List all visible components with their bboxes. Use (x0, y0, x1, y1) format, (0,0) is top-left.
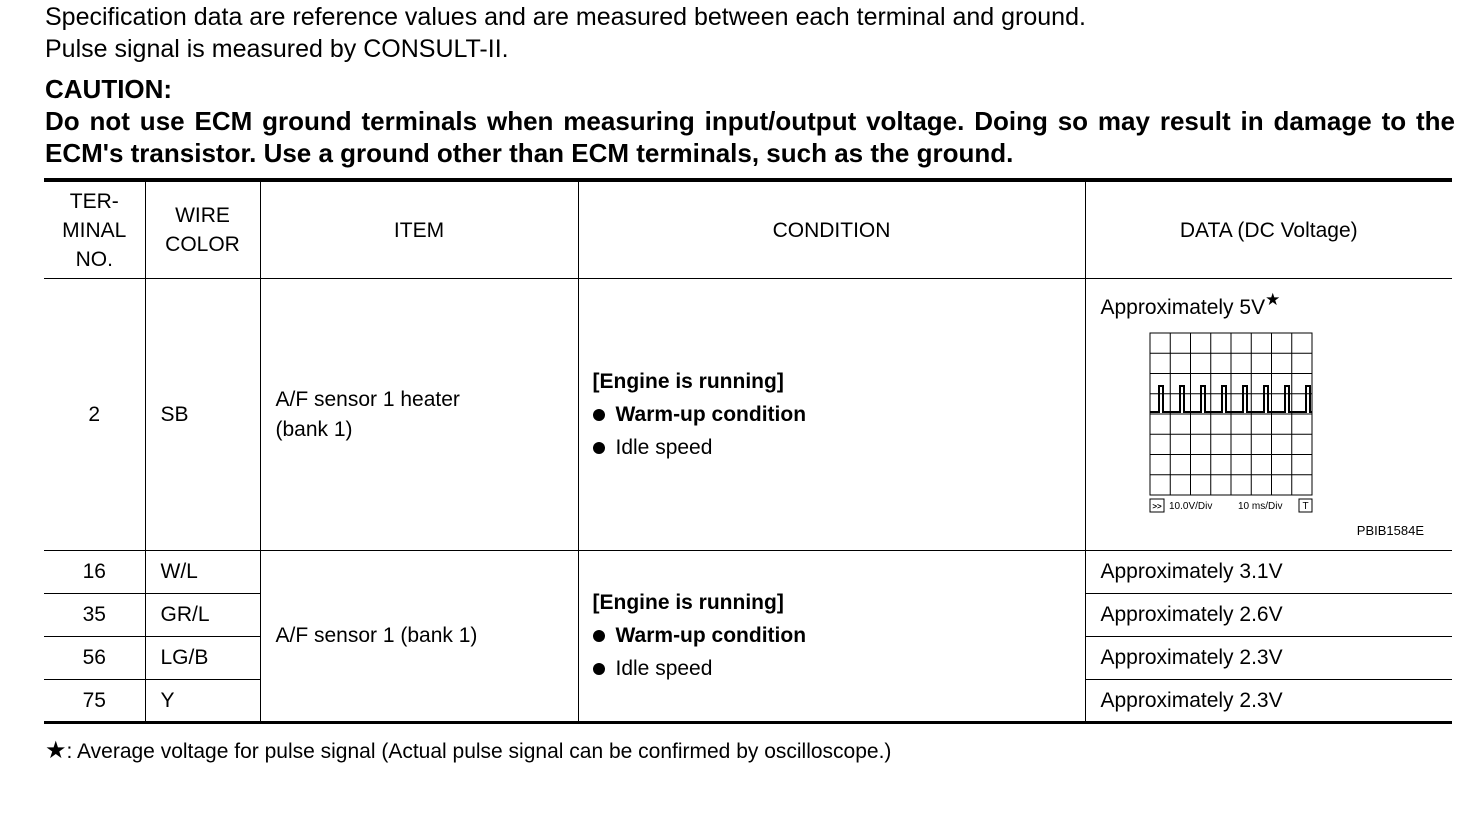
header-wire-line2: COLOR (165, 233, 240, 256)
condition-text: Idle speed (615, 657, 713, 680)
data-value: Approximately 2.3V (1085, 680, 1452, 723)
data-value (1100, 289, 1281, 320)
pulse-note: Pulse signal is measured by CONSULT-II. (45, 35, 509, 63)
condition-item (593, 436, 1085, 460)
table-header-row (44, 180, 1452, 279)
condition-item (593, 403, 1085, 427)
header-wire-line1: WIRE (175, 204, 230, 227)
condition-heading: [Engine is running] (592, 369, 784, 393)
scope-volt-div: 10.0V/Div (1168, 500, 1212, 512)
wire-color: LG/B (145, 637, 260, 680)
scope-time-div: 10 ms/Div (1237, 500, 1282, 512)
data-value-text: Approximately 5V (1100, 295, 1266, 319)
footnote-text: : Average voltage for pulse signal (Actual pulse signal can be confirmed by oscilloscope.) (66, 740, 892, 763)
condition-text: Warm-up condition (615, 624, 807, 647)
data-cell (1085, 279, 1452, 551)
table-row (44, 551, 1452, 594)
header-condition: CONDITION (578, 180, 1085, 279)
condition-cell (578, 551, 1085, 723)
item-cell (260, 279, 578, 551)
spec-note: Specification data are reference values and are measured between each terminal and ground. (45, 3, 1086, 31)
terminal-no: 75 (44, 680, 145, 723)
data-value: Approximately 2.3V (1085, 637, 1452, 680)
star-icon: ★ (1265, 289, 1281, 309)
terminal-no: 56 (44, 637, 145, 680)
wire-color: SB (145, 279, 260, 551)
header-data: DATA (DC Voltage) (1085, 180, 1452, 279)
header-terminal-line3: NO. (75, 247, 113, 271)
header-terminal-line1: TER- (69, 189, 119, 213)
data-value: Approximately 2.6V (1085, 594, 1452, 637)
bullet-icon (593, 630, 605, 642)
condition-item (593, 624, 1085, 648)
header-item: ITEM (260, 180, 578, 279)
scope-trigger: T (1301, 500, 1309, 512)
condition-cell (578, 279, 1085, 551)
item-line1: A/F sensor 1 heater (275, 387, 460, 411)
caution-title: CAUTION: (45, 74, 173, 104)
wire-color: Y (145, 680, 260, 723)
terminal-no: 2 (44, 279, 145, 551)
wire-color: W/L (145, 551, 260, 594)
oscilloscope-waveform (1149, 332, 1315, 516)
bullet-icon (593, 442, 605, 454)
footnote (45, 736, 891, 765)
condition-text: Idle speed (615, 435, 713, 459)
item-line2: (bank 1) (275, 417, 353, 441)
terminal-no: 35 (44, 594, 145, 637)
caution-text: Do not use ECM ground terminals when measuring input/output voltage. Doing so may result in damage to the ECM's transistor. Use a ground other than ECM terminals, such as the ground. (45, 106, 1455, 168)
bullet-icon (593, 663, 605, 675)
condition-text: Warm-up condition (615, 402, 807, 426)
ecm-terminal-table (44, 178, 1452, 724)
figure-id: PBIB1584E (1356, 522, 1424, 538)
item-cell: A/F sensor 1 (bank 1) (260, 551, 578, 723)
header-terminal-no (44, 180, 145, 279)
data-value: Approximately 3.1V (1085, 551, 1452, 594)
table-row (44, 279, 1452, 551)
scope-mode-icon: >> (1151, 501, 1162, 511)
wire-color: GR/L (145, 594, 260, 637)
bullet-icon (593, 409, 605, 421)
header-terminal-line2: MINAL (62, 218, 127, 242)
condition-item (593, 657, 1085, 681)
star-icon: ★ (45, 737, 67, 764)
condition-heading: [Engine is running] (592, 591, 784, 614)
header-wire-color (145, 180, 260, 279)
intro-section (45, 0, 1455, 169)
terminal-no: 16 (44, 551, 145, 594)
